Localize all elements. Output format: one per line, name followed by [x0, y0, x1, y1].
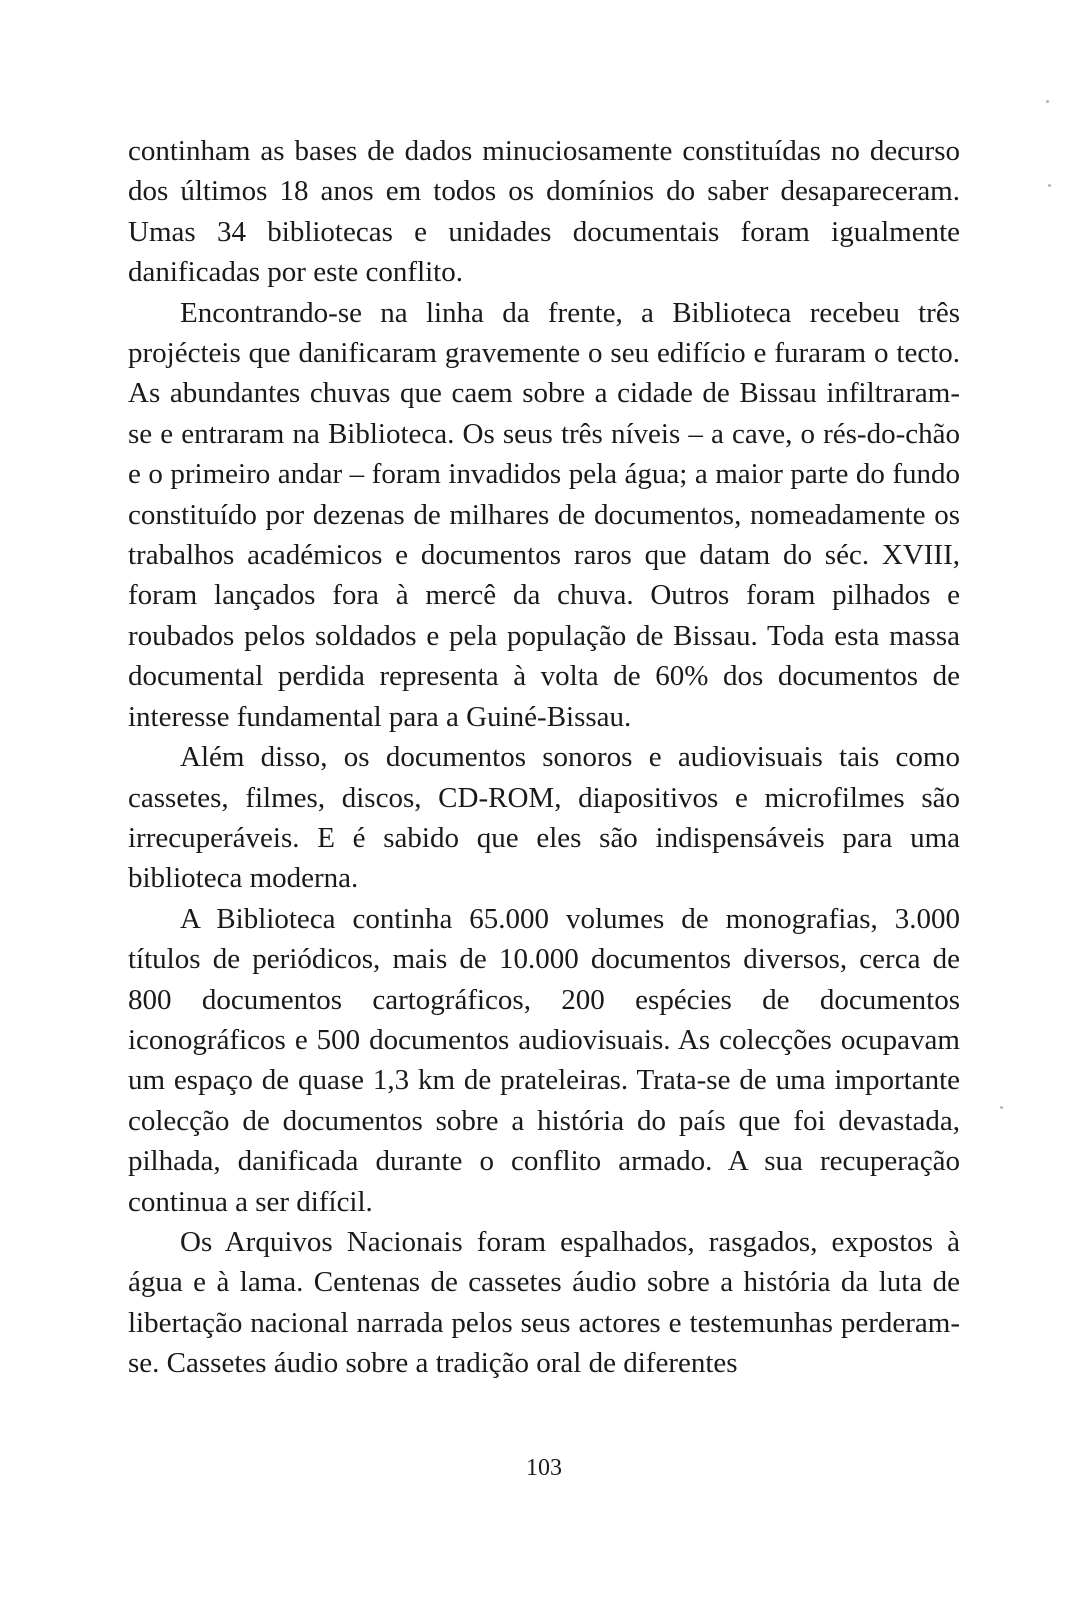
paragraph-1: continham as bases de dados minuciosamente constituídas no decurso dos últimos 18 anos em todos os domínios do saber desapareceram. Umas 34 bibliotecas e unidades documentais foram igualmente danificadas por este conflito.: [128, 135, 960, 289]
scan-speck: [1000, 1106, 1003, 1109]
paragraph-5: Os Arquivos Nacionais foram espalhados, rasgados, expostos à água e à lama. Centenas de cassetes áudio sobre a história da luta de libertação nacional narrada pelos seus actores e testemunhas perderam-se. Cassetes áudio sobre a tradição oral de diferentes: [128, 1225, 960, 1380]
paragraph-2: Encontrando-se na linha da frente, a Biblioteca recebeu três projécteis que danificaram gravemente o seu edifício e furaram o tecto. As abundantes chuvas que caem sobre a cidade de Bissau infiltraram-se e entraram na Biblioteca. Os seus três níveis – a cave, o rés-do-chão e o primeiro andar – foram invadidos pela água; a maior parte do fundo constituído por dezenas de milhares de documentos, nomeadamente os trabalhos académicos e documentos raros que datam do séc. XVIII, foram lançados fora à mercê da chuva. Outros foram pilhados e roubados pelos soldados e pela população de Bissau. Toda esta massa documental perdida representa à volta de 60% dos documentos de interesse fundamental para a Guiné-Bissau.: [128, 296, 960, 733]
scan-speck: [1048, 184, 1051, 187]
page-number: 103: [526, 1455, 562, 1481]
scan-speck: [1046, 100, 1049, 103]
body-text: [128, 131, 960, 1384]
paragraph-4: A Biblioteca continha 65.000 volumes de monografias, 3.000 títulos de periódicos, mais de 10.000 documentos diversos, cerca de 800 documentos cartográficos, 200 espécies de documentos iconográficos e 500 documentos audiovisuais. As colecções ocupavam um espaço de quase 1,3 km de prateleiras. Trata-se de uma importante colecção de documentos sobre a história do país que foi devastada, pilhada, danificada durante o conflito armado. A sua recuperação continua a ser difícil.: [128, 902, 960, 1218]
paragraph-3: Além disso, os documentos sonoros e audiovisuais tais como cassetes, filmes, discos, CD-ROM, diapositivos e microfilmes são irrecuperáveis. E é sabido que eles são indispensáveis para uma biblioteca moderna.: [128, 741, 960, 895]
